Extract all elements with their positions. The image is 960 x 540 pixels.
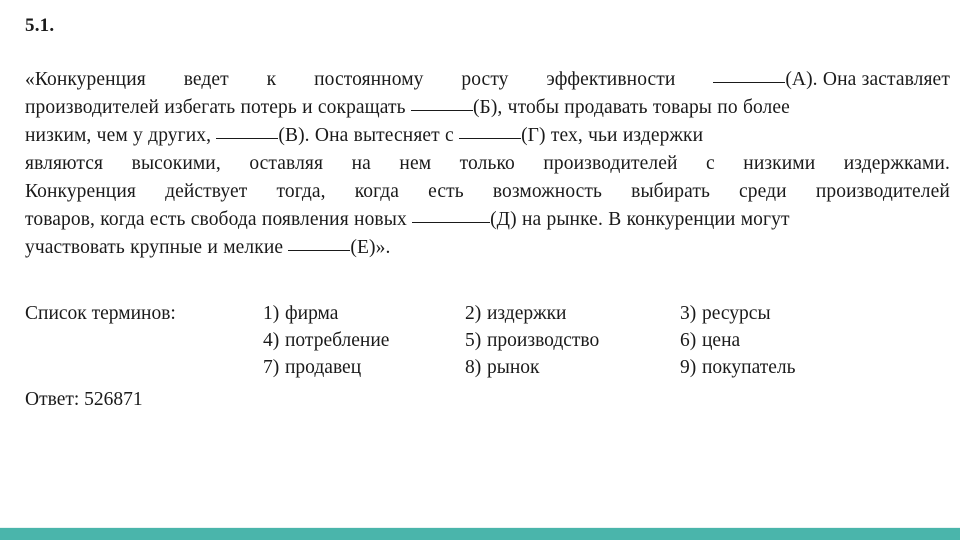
term-number: 7) (263, 357, 280, 378)
term-item-4 (263, 327, 389, 354)
term-label: рынок (487, 357, 540, 378)
passage-line-7 (25, 234, 950, 262)
passage-line-5-w2: действует (165, 181, 248, 202)
terms-row (263, 354, 923, 381)
passage-line-1-tail (713, 66, 950, 94)
passage-line-4-w4: на (351, 153, 371, 174)
passage-line-5-w9: производителей (815, 181, 950, 202)
passage-line-4-w1: являются (25, 153, 104, 174)
passage-line-2-after: (Б), чтобы продавать товары по более (472, 97, 790, 118)
passage-line-5 (25, 178, 950, 206)
passage-line-4-w3: оставляя (249, 153, 324, 174)
passage-line-2 (25, 94, 950, 122)
term-number: 4) (263, 330, 280, 351)
term-item-6 (680, 327, 740, 354)
passage-line-5-w3: тогда, (276, 181, 326, 202)
term-item-1 (263, 300, 338, 327)
passage-line-1-w2: ведет (183, 69, 229, 90)
term-item-8 (465, 354, 540, 381)
term-number: 9) (680, 357, 697, 378)
terms-row (263, 327, 923, 354)
passage-line-3 (25, 122, 950, 150)
passage-line-5-w7: выбирать (631, 181, 710, 202)
term-number: 3) (680, 303, 697, 324)
terms-grid (263, 300, 923, 381)
term-number: 5) (465, 330, 482, 351)
passage-line-7-after: (Е)». (350, 237, 391, 258)
blank-a (713, 67, 785, 83)
term-number: 6) (680, 330, 697, 351)
blank-v (216, 123, 278, 139)
term-label: издержки (487, 303, 567, 324)
passage-line-2-before: производителей избегать потерь и сокращать (25, 97, 411, 118)
passage-line-1-w4: постоянному (314, 69, 424, 90)
passage-line-6-after: (Д) на рынке. В конкуренции могут (490, 209, 790, 230)
terms-list-label: Список терминов: (25, 303, 176, 324)
passage-line-1-w6: эффективности (546, 69, 676, 90)
term-label: покупатель (702, 357, 796, 378)
passage-line-5-w5: есть (428, 181, 464, 202)
passage-line-5-w4: когда (354, 181, 400, 202)
passage-line-5-w6: возможность (492, 181, 603, 202)
page-title: 5.1. (25, 15, 55, 36)
passage-line-4-w9: низкими (743, 153, 816, 174)
passage-line-4-w8: с (706, 153, 715, 174)
answer-line: Ответ: 526871 (25, 389, 143, 410)
blank-e (288, 235, 350, 251)
term-label: цена (702, 330, 741, 351)
blank-d (412, 207, 490, 223)
term-item-5 (465, 327, 599, 354)
passage-line-3-before: низким, чем у других, (25, 125, 217, 146)
passage-line-4 (25, 150, 950, 178)
term-label: фирма (285, 303, 339, 324)
term-item-2 (465, 300, 567, 327)
bottom-accent-bar (0, 528, 960, 540)
term-number: 2) (465, 303, 482, 324)
term-label: продавец (285, 357, 362, 378)
passage-line-3-after: (В). Она вытесняет с (278, 125, 460, 146)
term-item-3 (680, 300, 771, 327)
passage-line-1-w1: «Конкуренция (25, 69, 146, 90)
passage-line-7-before: участвовать крупные и мелкие (25, 237, 289, 258)
passage-line-1-w3: к (266, 69, 277, 90)
term-item-7 (263, 354, 361, 381)
passage-line-4-w5: нем (399, 153, 432, 174)
passage-line-6 (25, 206, 950, 234)
passage-line-5-w8: среди (739, 181, 787, 202)
terms-row (263, 300, 923, 327)
passage-line-1-w5: росту (461, 69, 509, 90)
passage-line-4-w10: издержками. (843, 153, 950, 174)
passage-line-4-w2: высокими, (131, 153, 221, 174)
passage-line-6-before: товаров, когда есть свобода появления новых (25, 209, 413, 230)
term-number: 1) (263, 303, 280, 324)
passage-line-5-w1: Конкуренция (25, 181, 136, 202)
passage-line-1-tail-text: (А). Она заставляет (785, 69, 950, 90)
passage-line-4-w7: производителей (543, 153, 678, 174)
blank-b (411, 95, 473, 111)
term-number: 8) (465, 357, 482, 378)
term-label: производство (487, 330, 600, 351)
passage-line-4-w6: только (459, 153, 515, 174)
passage-text (25, 66, 950, 262)
passage-line-1 (25, 66, 950, 94)
term-label: потребление (285, 330, 390, 351)
blank-g (459, 123, 521, 139)
term-label: ресурсы (702, 303, 771, 324)
passage-line-3-after2: (Г) тех, чьи издержки (521, 125, 704, 146)
term-item-9 (680, 354, 796, 381)
